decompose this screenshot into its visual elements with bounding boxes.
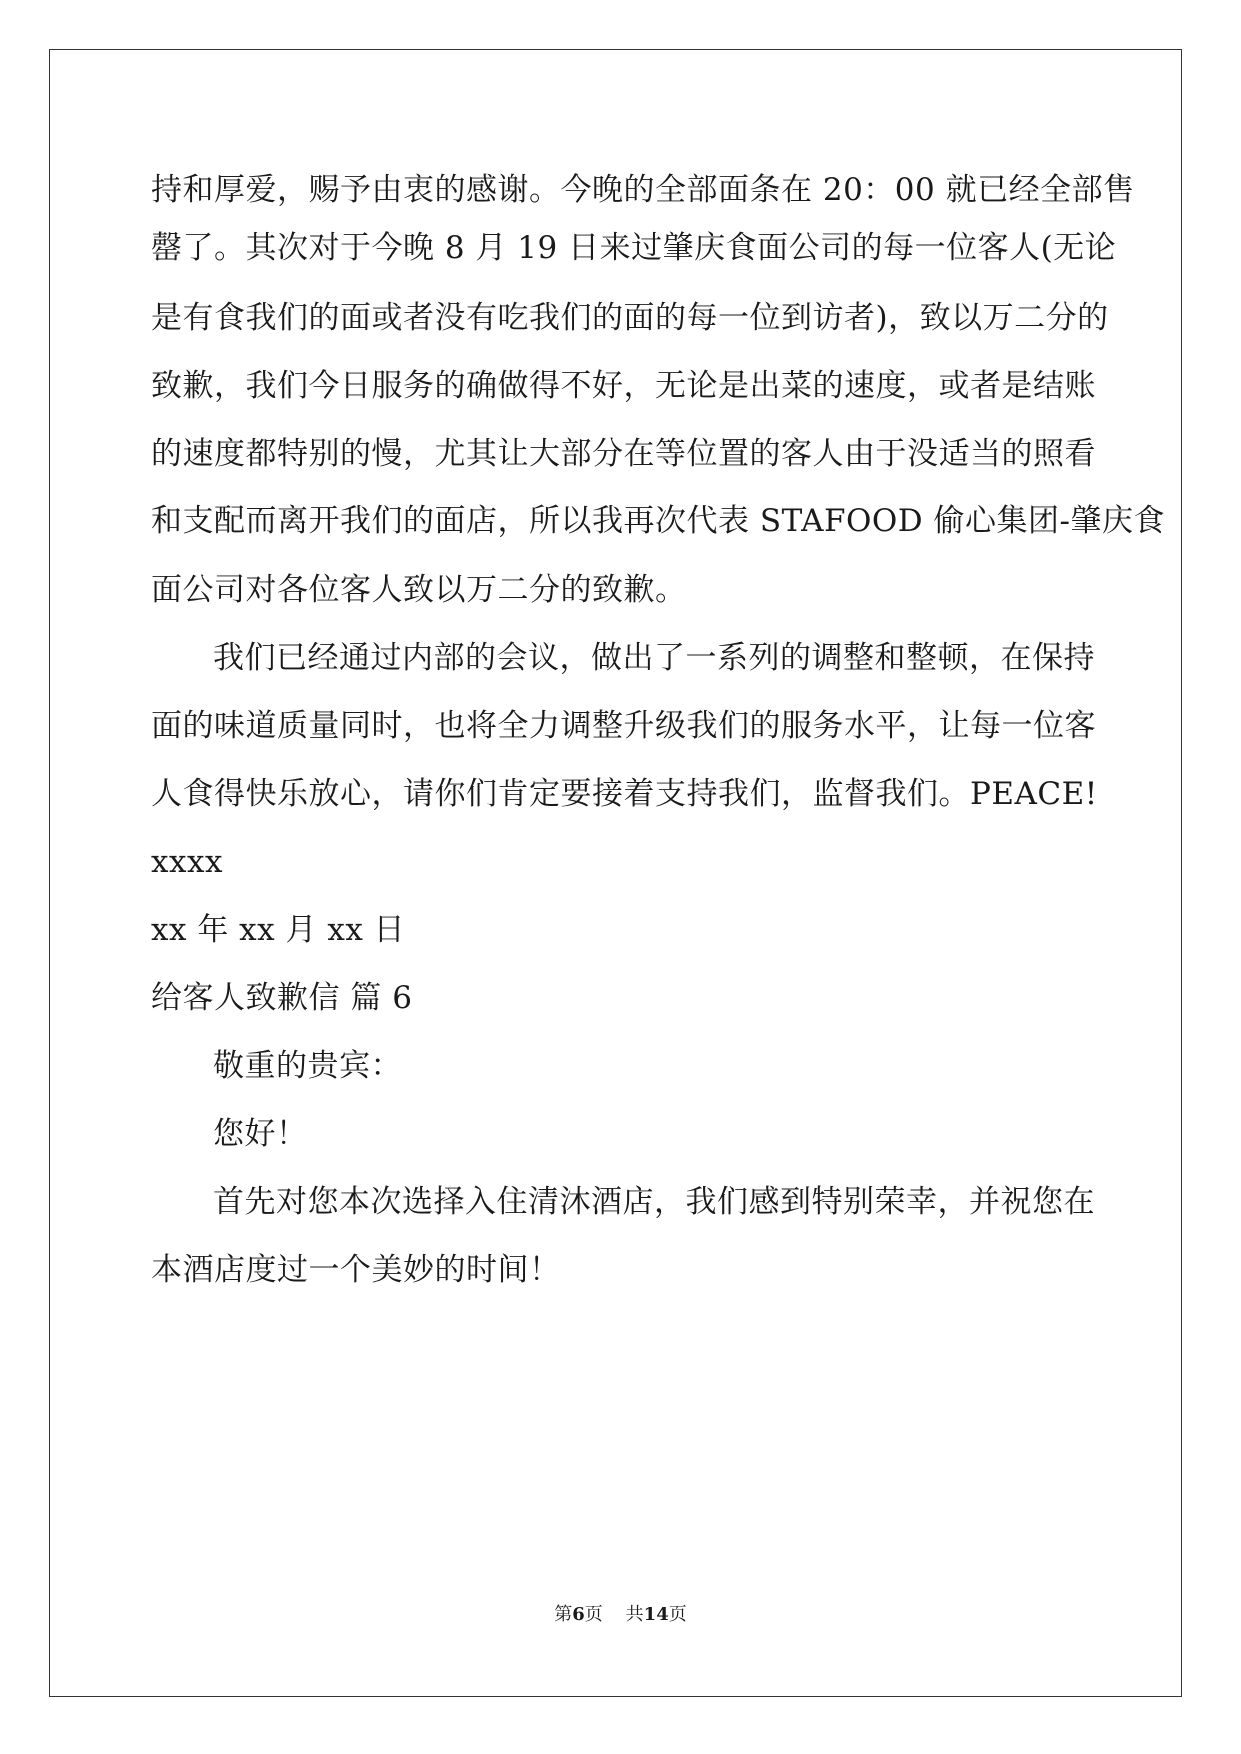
section-heading: 给客人致歉信 篇 6 [151, 980, 413, 1016]
date-line: xx 年 xx 月 xx 日 [151, 912, 406, 948]
body-line-3: 是有食我们的面或者没有吃我们的面的每一位到访者)，致以万二分的 [151, 300, 1109, 336]
paragraph-line-1: 我们已经通过内部的会议，做出了一系列的调整和整顿，在保持 [213, 640, 1095, 676]
footer-suffix: 页 [668, 1604, 687, 1625]
paragraph-line-3: 人食得快乐放心，请你们肯定要接着支持我们，监督我们。PEACE! [151, 776, 1098, 812]
footer-middle: 页 共 [584, 1604, 644, 1625]
body-line-2: 罄了。其次对于今晚 8 月 19 日来过肇庆食面公司的每一位客人(无论 [151, 230, 1117, 266]
letter-line-2: 本酒店度过一个美妙的时间！ [151, 1252, 561, 1288]
body-line-7: 面公司对各位客人致以万二分的致歉。 [151, 572, 687, 608]
body-line-6: 和支配而离开我们的面店，所以我再次代表 STAFOOD 偷心集团-肇庆食 [151, 503, 1165, 539]
greeting: 您好！ [213, 1116, 308, 1152]
body-line-4: 致歉，我们今日服务的确做得不好，无论是出菜的速度，或者是结账 [151, 368, 1096, 404]
footer-prefix: 第 [554, 1604, 573, 1625]
body-line-5: 的速度都特别的慢，尤其让大部分在等位置的客人由于没适当的照看 [151, 436, 1096, 472]
footer-total-pages: 14 [643, 1604, 669, 1625]
letter-line-1: 首先对您本次选择入住清沐酒店，我们感到特别荣幸，并祝您在 [213, 1184, 1095, 1220]
signature: xxxx [151, 844, 223, 880]
salutation: 敬重的贵宾： [213, 1048, 402, 1084]
body-line-1: 持和厚爱，赐予由衷的感谢。今晚的全部面条在 20：00 就已经全部售 [151, 172, 1135, 208]
footer-page-number: 6 [572, 1604, 585, 1625]
paragraph-line-2: 面的味道质量同时，也将全力调整升级我们的服务水平，让每一位客 [151, 708, 1096, 744]
page-footer [0, 1603, 1241, 1627]
